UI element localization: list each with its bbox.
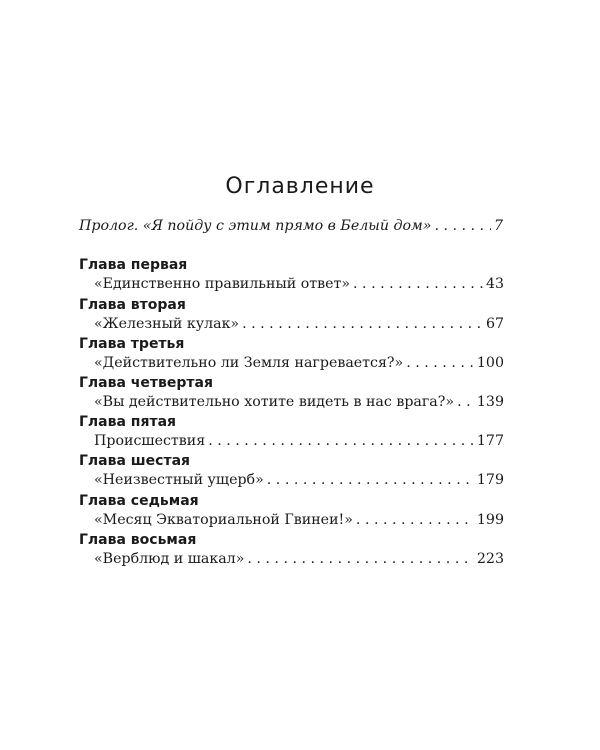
dot-leader [353,276,483,292]
dot-leader [406,355,474,371]
dot-leader [434,218,491,234]
chapter-heading: Глава третья [79,336,185,352]
page-title: Оглавление [225,174,375,199]
prologue-page: 7 [493,218,503,234]
chapter-heading: Глава пятая [79,414,177,430]
entry-title: «Вы действительно хотите видеть в нас врага?» [94,394,455,410]
entry-title: «Верблюд и шакал» [94,551,245,567]
chapter-entry [94,551,504,567]
entry-page: 199 [476,512,504,528]
toc-prologue [79,218,503,234]
chapter-heading: Глава восьмая [79,532,197,548]
entry-title: «Неизвестный ущерб» [94,472,264,488]
dot-leader [457,394,474,410]
chapter-entry [94,276,504,292]
chapter-entry [94,355,504,371]
entry-page: 100 [476,355,504,371]
entry-page: 67 [485,316,504,332]
entry-page: 43 [485,276,504,292]
entry-title: «Действительно ли Земля нагревается?» [94,355,404,371]
chapter-heading: Глава четвертая [79,375,213,391]
entry-title: «Единственно правильный ответ» [94,276,351,292]
entry-title: «Месяц Экваториальной Гвинеи!» [94,512,353,528]
entry-page: 177 [476,433,504,449]
chapter-heading: Глава вторая [79,297,186,313]
chapter-entry [94,394,504,410]
dot-leader [208,433,474,449]
chapter-heading: Глава седьмая [79,493,199,509]
entry-page: 223 [476,551,504,567]
entry-title: Происшествия [94,433,206,449]
dot-leader [242,316,483,332]
dot-leader [267,472,474,488]
chapter-heading: Глава шестая [79,453,191,469]
chapter-entry [94,433,504,449]
chapter-entry [94,512,504,528]
chapter-entry [94,316,504,332]
prologue-label: Пролог. «Я пойду с этим прямо в Белый дом» [79,218,432,234]
entry-page: 139 [476,394,504,410]
entry-page: 179 [476,472,504,488]
chapter-entry [94,472,504,488]
dot-leader [356,512,474,528]
entry-title: «Железный кулак» [94,316,240,332]
dot-leader [247,551,474,567]
chapter-heading: Глава первая [79,257,188,273]
